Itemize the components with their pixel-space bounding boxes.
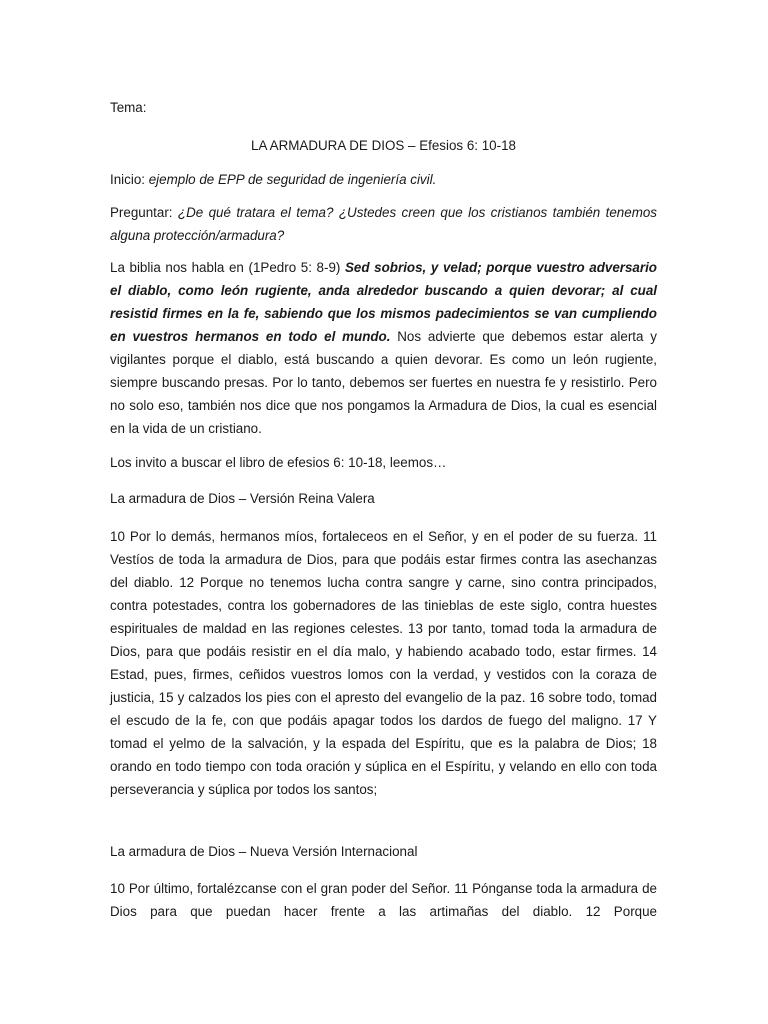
inicio-label: Inicio: (110, 172, 145, 187)
biblia-quote: Sed sobrios, y velad; porque vuestro adversario el diablo, como león rugiente, anda alrededor buscando a quien devorar; al cual resistid firmes en la fe, sabiendo que los mismos padecimientos se van cumpliendo en vuestros hermanos en todo el mundo. (110, 260, 657, 344)
rv-passage: 10 Por lo demás, hermanos míos, fortaleceos en el Señor, y en el poder de su fuerza. 11 Vestíos de toda la armadura de Dios, para que podáis estar firmes contra las asechanzas del diablo. 12 Porque no tenemos lucha contra sangre y carne, sino contra principados, contra potestades, contra los gobernadores de las tinieblas de este siglo, contra huestes espirituales de maldad en las regiones celestes. 13 por tanto, tomad toda la armadura de Dios, para que podáis resistir en el día malo, y habiendo acabado todo, estar firmes. 14 Estad, pues, firmes, ceñidos vuestros lomos con la verdad, y vestidos con la coraza de justicia, 15 y calzados los pies con el apresto del evangelio de la paz. 16 sobre todo, tomad el escudo de la fe, con que podáis apagar todos los dardos de fuego del maligno. 17 Y tomad el yelmo de la salvación, y la espada del Espíritu, que es la palabra de Dios; 18 orando en todo tiempo con toda oración y súplica en el Espíritu, y velando en ello con toda perseverancia y súplica por todos los santos; (110, 529, 657, 797)
biblia-intro: La biblia nos habla en (1Pedro 5: 8-9) (110, 260, 341, 275)
preguntar-label: Preguntar: (110, 205, 173, 220)
document-title: LA ARMADURA DE DIOS – Efesios 6: 10-18 (251, 138, 516, 153)
nvi-heading: La armadura de Dios – Nueva Versión Internacional (110, 844, 418, 859)
tema-label: Tema: (110, 100, 147, 115)
rv-heading: La armadura de Dios – Versión Reina Valera (110, 491, 375, 506)
preguntar-paragraph (110, 201, 657, 247)
inicio-paragraph (110, 172, 657, 187)
invito-paragraph: Los invito a buscar el libro de efesios 6: 10-18, leemos… (110, 455, 447, 470)
biblia-paragraph (110, 256, 657, 440)
preguntar-text: ¿De qué tratara el tema? ¿Ustedes creen que los cristianos también tenemos alguna protección/armadura? (110, 205, 657, 243)
inicio-text: ejemplo de EPP de seguridad de ingeniería civil. (148, 172, 437, 187)
nvi-passage: 10 Por último, fortalézcanse con el gran poder del Señor. 11 Pónganse toda la armadura de Dios para que puedan hacer frente a las artimañas del diablo. 12 Porque (110, 881, 657, 919)
biblia-rest: Nos advierte que debemos estar alerta y vigilantes porque el diablo, está buscando a quien devorar. Es como un león rugiente, siempre buscando presas. Por lo tanto, debemos ser fuertes en nuestra fe y resistirlo. Pero no solo eso, también nos dice que nos pongamos la Armadura de Dios, la cual es esencial en la vida de un cristiano. (110, 329, 657, 436)
